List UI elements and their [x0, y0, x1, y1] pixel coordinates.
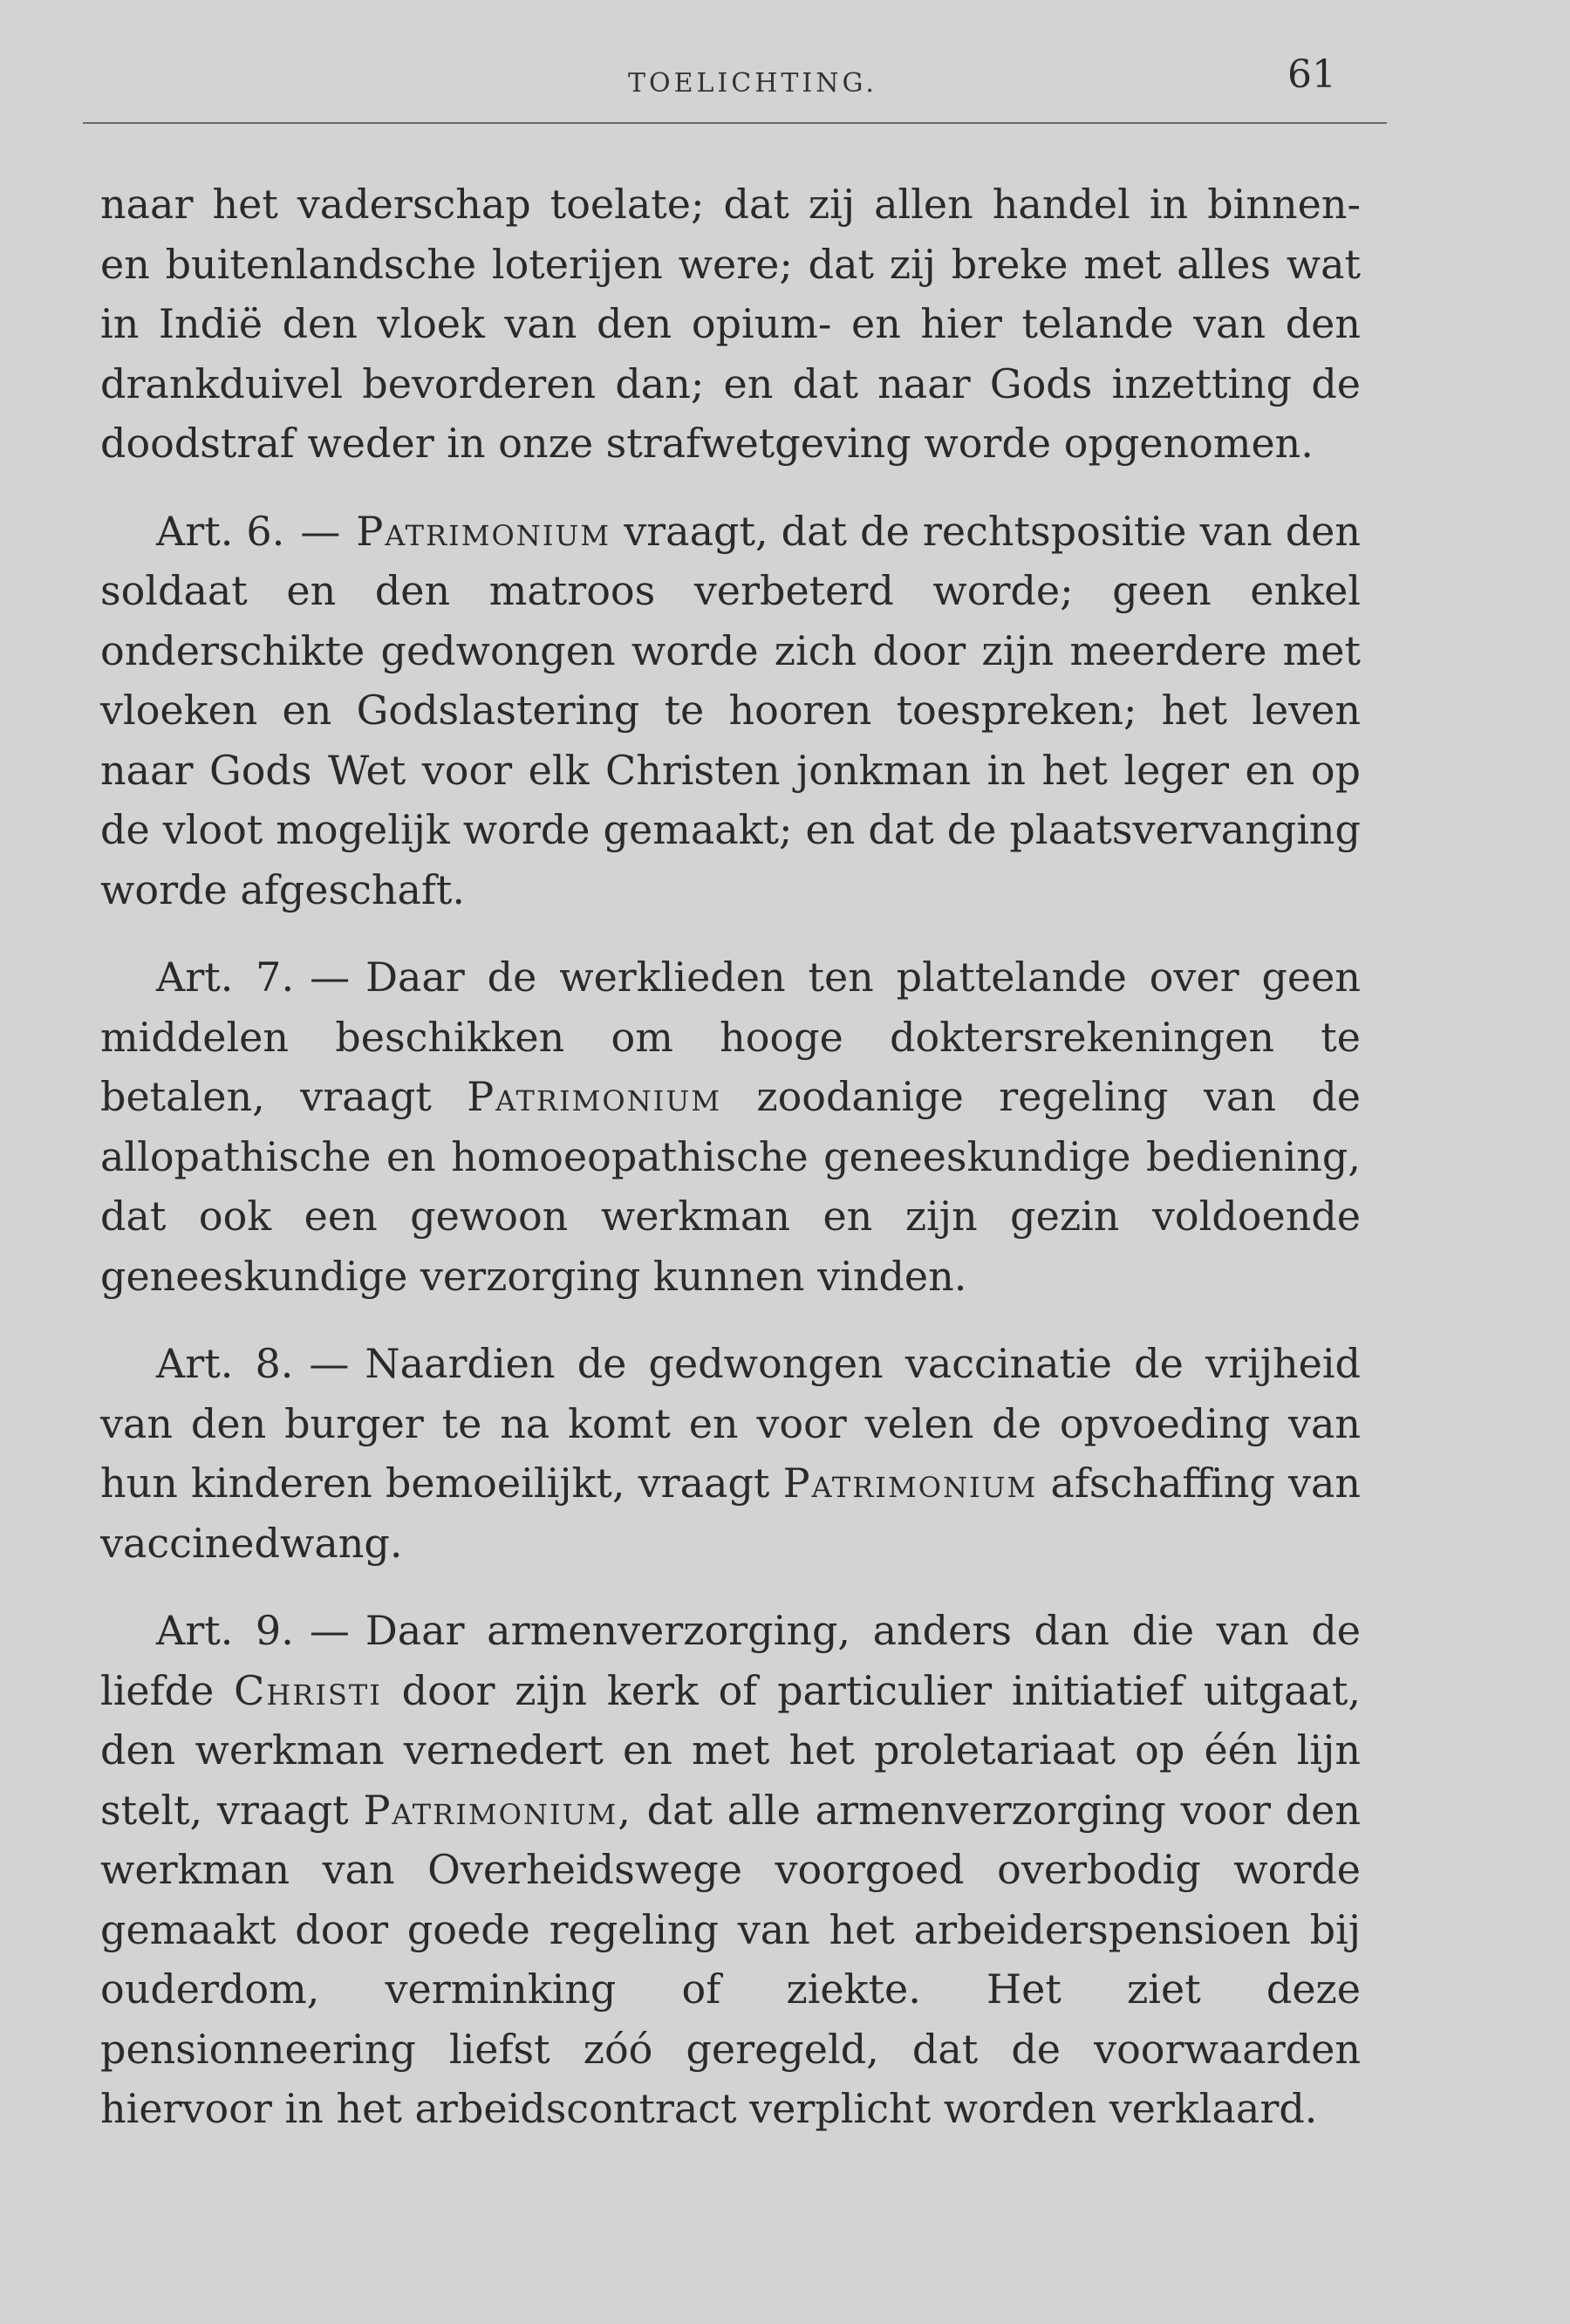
article-7 [100, 947, 1361, 1306]
body-text [100, 174, 1361, 2167]
header-rule [83, 122, 1387, 124]
em-dash: — [309, 1607, 350, 1654]
article-text: dat alle armenverzorging voor den werkman van Overheidswege voorgoed overbodig worde gemaakt door goede regeling van het arbeiderspensioen bij ouderdom, verminking of ziekte. Het ziet deze pensionneering liefst zóó geregeld, dat de voorwaarden hiervoor in het arbeidscontract verplicht worden verklaard. [100, 1786, 1362, 2132]
em-dash: — [309, 1340, 350, 1387]
page-number: 61 [1287, 52, 1336, 97]
organization-name: Patrimonium [467, 1073, 721, 1120]
article-label: Art. 9. [156, 1607, 294, 1654]
article-text: afschaffing van vaccinedwang. [100, 1459, 1362, 1567]
article-text: Naardien de gedwongen vaccinatie de vrijheid van den burger te na komt en voor velen de opvoeding van hun kinderen bemoeilijkt, vraagt [100, 1340, 1361, 1507]
paragraph-continuation [100, 174, 1361, 474]
article-text: vraagt, dat de rechtspositie van den soldaat en den matroos verbeterd worde; geen enkel onderschikte gedwongen worde zich door zijn meerdere met vloeken en Godslastering te hooren toespreken; het leven naar Gods Wet voor elk Christen jonkman in het leger en op de vloot mogelijk worde gemaakt; en dat de plaatsvervanging worde afgeschaft. [100, 507, 1362, 913]
article-text: Daar de werklieden ten plattelande over geen middelen beschikken om hooge doktersrekeningen te betalen, vraagt [100, 954, 1362, 1120]
article-label: Art. 7. [156, 954, 295, 1001]
article-label: Art. 6. [156, 507, 285, 555]
article-text: Daar armenverzorging, anders dan die van de liefde [100, 1607, 1361, 1714]
em-dash: — [300, 507, 341, 555]
article-text: door zijn kerk of particulier initiatief uitgaat, den werkman vernedert en met het proletariaat op één lijn stelt, vraagt [100, 1666, 1362, 1834]
christi-name: Christi [234, 1666, 382, 1714]
article-label: Art. 8. [156, 1340, 294, 1387]
article-text: zoodanige regeling van de allopathische en homoeopathische geneeskundige bediening, dat ook een gewoon werkman en zijn gezin voldoende geneeskundige verzorging kunnen vinden. [100, 1073, 1361, 1300]
organization-name: Patrimonium [356, 507, 611, 555]
paragraph-text: naar het vaderschap toelate; dat zij allen handel in binnen- en buitenlandsche loterijen were; dat zij breke met alles wat in Indië den vloek van den opium- en hier telande van den drankduivel bevorderen dan; en dat naar Gods inzetting de doodstraf weder in onze strafwetgeving worde opgenomen. [100, 181, 1361, 467]
organization-name: Patrimonium, [363, 1786, 632, 1834]
article-8 [100, 1334, 1361, 1573]
running-title: TOELICHTING. [628, 68, 877, 99]
article-6 [100, 502, 1361, 920]
article-9 [100, 1601, 1361, 2139]
em-dash: — [310, 954, 351, 1001]
organization-name: Patrimonium [782, 1459, 1038, 1507]
